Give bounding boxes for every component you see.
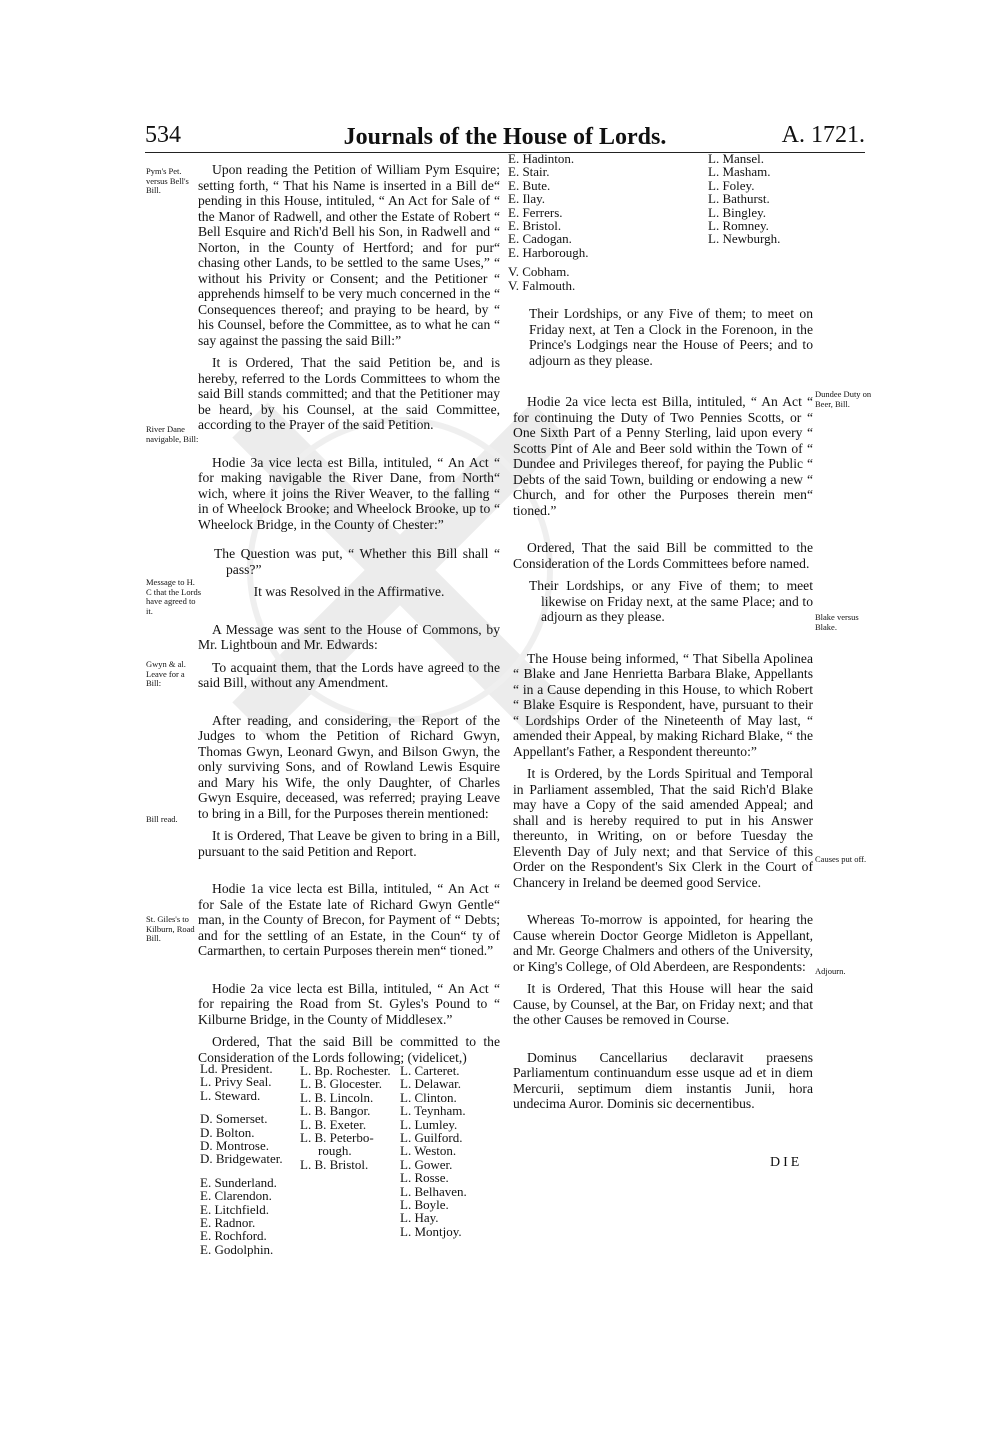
lord-name: L. B. Bangor. bbox=[300, 1103, 371, 1119]
margin-note: River Dane navigable, Bill: bbox=[146, 424, 199, 444]
lords-list-right-col2 bbox=[708, 152, 780, 246]
margin-note: St. Giles's to Kilburn, Road Bill. bbox=[146, 914, 195, 943]
lord-name: L. Masham. bbox=[708, 164, 771, 180]
lord-name: L. Privy Seal. bbox=[200, 1074, 272, 1090]
lord-name: L. Mansel. bbox=[708, 151, 764, 166]
page-header bbox=[145, 122, 865, 153]
lord-name: E. Stair. bbox=[508, 164, 550, 180]
lord-name: E. Cadogan. bbox=[508, 231, 572, 247]
catchword: DIE bbox=[770, 1155, 803, 1170]
lord-name: L. Gower. bbox=[400, 1156, 453, 1172]
lord-name: D. Montrose. bbox=[200, 1138, 269, 1154]
left-column bbox=[198, 162, 500, 1072]
lords-list-col2 bbox=[300, 1064, 391, 1171]
margin-note: Gwyn & al. Leave for a Bill: bbox=[146, 659, 186, 688]
whereas-paragraph: Whereas To-morrow is appointed, for hearing the Cause wherein Doctor George Midleton is Appellant, and Mr. George Chalmers and others of the University, or King's College, of Old Aberdeen, are Respondents: bbox=[513, 912, 813, 974]
margin-note: Dundee Duty on Beer, Bill. bbox=[815, 389, 872, 409]
dundee-order-paragraph: Ordered, That the said Bill be committed to the Consideration of the Lords Committees before named. bbox=[513, 540, 813, 571]
margin-note: Adjourn. bbox=[815, 966, 846, 976]
lord-name: L. Belhaven. bbox=[400, 1183, 467, 1199]
pym-petition-paragraph: Upon reading the Petition of William Pym Esquire; setting forth, “ That his Name is inserted in a Bill de“ pending in this House, intituled, “ An Act for Sale of “ the Manor of Radwell, and other the Estate of Robert “ Bell Esquire and Rich'd Bell his Son, in Radwell and “ Norton, in the County of Hertford; and for pur“ chasing other Lands, to be settled to the same Uses,” “ without his Privity or Consent; and the Petitioner “ apprehends himself to be very much concerned in the “ Consequences thereof; and praying to be heard, by “ his Counsel, before the Committee, as to what he can “ say against the passing the said Bill:” bbox=[198, 162, 500, 348]
lord-name: L. Romney. bbox=[708, 218, 769, 234]
lord-name: L. Bp. Rochester. bbox=[300, 1063, 391, 1078]
lord-name: L. Montjoy. bbox=[400, 1223, 462, 1239]
lord-name: E. Harborough. bbox=[508, 244, 589, 260]
lord-name: E. Bute. bbox=[508, 177, 551, 193]
blake-order-paragraph: It is Ordered, by the Lords Spiritual and Temporal in Parliament assembled, That the said Rich'd Blake may have a Copy of the said amended Appeal; and shall and is hereby required to put in his Answer thereunto, in Writing, on or before Tuesday the Eleventh Day of July next; and that Service of this Order on the Respondent's Six Clerk in the Court of Chancery in Ireland be deemed good Service. bbox=[513, 766, 813, 890]
lord-name: L. Delawar. bbox=[400, 1076, 462, 1092]
lord-name: L. Weston. bbox=[400, 1143, 457, 1159]
lord-name: E. Sunderland. bbox=[200, 1174, 277, 1190]
acquaint-paragraph: To acquaint them, that the Lords have agreed to the said Bill, without any Amendment. bbox=[198, 659, 500, 690]
lord-name: Ld. President. bbox=[200, 1061, 273, 1076]
lord-name: L. B. Peterbo- bbox=[300, 1130, 374, 1146]
lord-name: L. B. Glocester. bbox=[300, 1076, 382, 1092]
year: A. 1721. bbox=[781, 122, 865, 148]
lord-name: E. Ilay. bbox=[508, 191, 546, 207]
lords-list-right-col1 bbox=[508, 152, 589, 292]
lord-name: L. Hay. bbox=[400, 1210, 439, 1226]
lord-name: L. B. Bristol. bbox=[300, 1156, 369, 1172]
lord-name: rough. bbox=[318, 1143, 352, 1159]
lord-name: E. Hadinton. bbox=[508, 151, 575, 166]
gwyn-order-paragraph: It is Ordered, That Leave be given to bring in a Bill, pursuant to the said Petition and Report. bbox=[198, 828, 500, 859]
pym-order-paragraph: It is Ordered, That the said Petition be, and is hereby, referred to the Lords Committees to whom the said Bill stands committed; and that the Petitioner may be heard, by his Counsel, at the said Committee, according to the Prayer of the said Petition. bbox=[198, 355, 500, 432]
lord-name: E. Bristol. bbox=[508, 218, 562, 234]
lord-name: D. Bridgewater. bbox=[200, 1151, 283, 1167]
margin-note: Blake versus Blake. bbox=[815, 612, 859, 632]
lord-name: L. Foley. bbox=[708, 177, 755, 193]
lord-name: E. Godolphin. bbox=[200, 1241, 274, 1257]
road-bill-paragraph: Hodie 2a vice lecta est Billa, intituled, “ An Act “ for repairing the Road from St. Gyles's Pound to “ Kilburne Bridge, in the County of Middlesex.” bbox=[198, 980, 500, 1027]
lord-name: E. Ferrers. bbox=[508, 204, 563, 220]
adjourn-paragraph: Dominus Cancellarius declaravit praesens Parliamentum continuandum esse usque ad et in diem Mercurii, septimum diem instantis Junii, hora undecima Auror. Dominis sic decernentibus. bbox=[513, 1049, 813, 1111]
resolved-paragraph: It was Resolved in the Affirmative. bbox=[253, 584, 445, 599]
lord-name: E. Litchfield. bbox=[200, 1201, 269, 1217]
blake-paragraph: The House being informed, “ That Sibella Apolinea “ Blake and Jane Henrietta Barbara Blake, Appellants “ in a Cause depending in this House, to which Robert “ Blake Esquire is Respondent, have, pursuant to their “ Lordships Order of the Nineteenth of May last, “ amended their Appeal, by making Richard Blake, “ the Appellant's Father, a Respondent thereunto:” bbox=[513, 650, 813, 759]
lord-name: L. Boyle. bbox=[400, 1197, 449, 1213]
gwyn-bill-paragraph: Hodie 1a vice lecta est Billa, intituled, “ An Act “ for Sale of the Estate late of Richard Gwyn Gentle“ man, in the County of Brecon, for Payment of “ Debts; and for the settling of an Estate, in the Coun“ ty of Carmarthen, to certain Purposes therein men“ tioned.” bbox=[198, 881, 500, 958]
lord-name: L. Teynham. bbox=[400, 1103, 466, 1119]
margin-note: Message to H. C that the Lords have agreed to it. bbox=[146, 577, 202, 616]
lord-name: V. Cobham. bbox=[508, 264, 570, 280]
meet1-paragraph: Their Lordships, or any Five of them; to meet on Friday next, at Ten a Clock in the Forenoon, in the Prince's Lodgings near the House of Peers; and to adjourn as they please. bbox=[529, 306, 813, 368]
margin-note: Bill read. bbox=[146, 814, 178, 824]
hear-order-paragraph: It is Ordered, That this House will hear the said Cause, by Counsel, at the Bar, on Friday next; and that the other Causes be removed in Course. bbox=[513, 981, 813, 1027]
lord-name: L. B. Lincoln. bbox=[300, 1089, 374, 1105]
dane-bill-paragraph: Hodie 3a vice lecta est Billa, intituled, “ An Act “ for making navigable the River Dane, from North“ wich, where it joins the River Weaver, to the falling “ in of Wheelock Brooke; and Wheelock Brooke, up to “ Wheelock Bridge, in the County of Chester:” bbox=[198, 454, 500, 532]
margin-note: Causes put off. bbox=[815, 854, 867, 864]
page-number: 534 bbox=[145, 122, 181, 148]
lord-name: L. B. Exeter. bbox=[300, 1116, 367, 1132]
lord-name: L. Clinton. bbox=[400, 1089, 457, 1105]
lord-name: E. Rochford. bbox=[200, 1228, 267, 1244]
lord-name: V. Falmouth. bbox=[508, 277, 576, 293]
right-column bbox=[513, 306, 813, 1119]
lord-name: L. Carteret. bbox=[400, 1063, 460, 1078]
lord-name: L. Lumley. bbox=[400, 1116, 458, 1132]
lord-name: L. Rosse. bbox=[400, 1170, 449, 1186]
lord-name: L. Newburgh. bbox=[708, 231, 781, 247]
lord-name: L. Bingley. bbox=[708, 204, 767, 220]
journal-title: Journals of the House of Lords. bbox=[343, 124, 667, 150]
lord-name: L. Steward. bbox=[200, 1087, 261, 1103]
dundee-bill-paragraph: Hodie 2a vice lecta est Billa, intituled, “ An Act “ for continuing the Duty of Two Pennies Scotts, or “ One Sixth Part of a Penny Sterling, laid upon every “ Scotts Pint of Ale and Beer sold within the Town of “ Dundee and Privileges thereof, for paying the Public “ Debts of the said Town, building or endowing a new “ Church, and for other the Purposes therein men“ tioned.” bbox=[513, 394, 813, 518]
lord-name: L. Bathurst. bbox=[708, 191, 770, 207]
lords-list-col1 bbox=[200, 1062, 283, 1256]
lord-name: L. Guilford. bbox=[400, 1130, 463, 1146]
gwyn-report-paragraph: After reading, and considering, the Report of the Judges to whom the Petition of Richard Gwyn, Thomas Gwyn, Leonard Gwyn, and Bilson Gwyn, the only surviving Sons, and of Rowland Lewis Esquire and Mary his Wife, the only Daughter, of Charles Gwyn Esquire, deceased, was referred; praying Leave to bring in a Bill, for the Purposes therein mentioned: bbox=[198, 712, 500, 821]
lord-name: E. Radnor. bbox=[200, 1215, 256, 1231]
lord-name: E. Clarendon. bbox=[200, 1188, 272, 1204]
message-paragraph: A Message was sent to the House of Commons, by Mr. Lightboun and Mr. Edwards: bbox=[198, 621, 500, 652]
question-paragraph: The Question was put, “ Whether this Bill shall “ pass?” bbox=[214, 546, 500, 577]
committed-paragraph: Ordered, That the said Bill be committed to the Consideration of the Lords following; (videlicet,) bbox=[198, 1034, 500, 1065]
margin-note: Pym's Pet. versus Bell's Bill. bbox=[146, 166, 189, 195]
lord-name: D. Somerset. bbox=[200, 1111, 268, 1127]
lords-list-col3 bbox=[400, 1064, 467, 1238]
lord-name: D. Bolton. bbox=[200, 1124, 255, 1140]
meet2-paragraph: Their Lordships, or any Five of them; to meet likewise on Friday next, at the same Place; and to adjourn as they please. bbox=[529, 578, 813, 624]
